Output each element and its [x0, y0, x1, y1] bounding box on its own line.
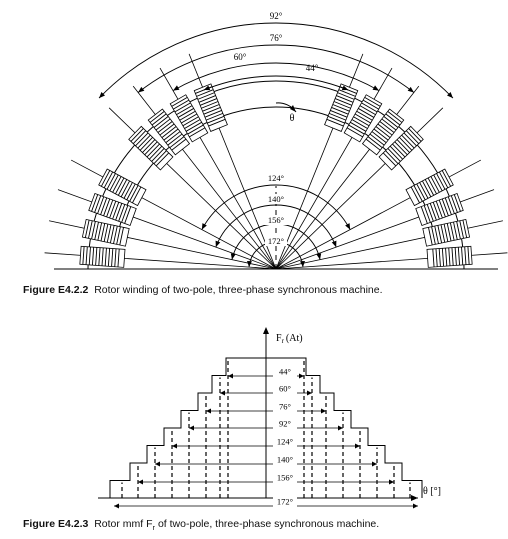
- label-92deg: 92°: [269, 11, 283, 21]
- span-label: 44°: [279, 366, 291, 377]
- span-arrowhead-left: [138, 480, 143, 485]
- span-label: 156°: [276, 472, 294, 483]
- theta-label: θ: [289, 113, 295, 124]
- y-axis-label: $F_r$ (At): [276, 333, 303, 345]
- figure-caption-2: [23, 518, 379, 532]
- caption-1-text: Rotor winding of two-pole, three-phase synchronous machine.: [94, 284, 383, 296]
- span-arrowhead: [216, 241, 221, 247]
- winding-slot: [427, 246, 472, 267]
- span-label: 76°: [279, 401, 291, 412]
- span-arrowhead: [231, 253, 236, 259]
- span-arrowhead-left: [206, 409, 211, 414]
- caption-1-label: Figure E4.2.2: [23, 284, 89, 296]
- span-label: 60°: [279, 383, 291, 394]
- y-axis-arrowhead: [263, 327, 269, 334]
- span-arrowhead-left: [155, 462, 160, 467]
- label-60deg: 60°: [233, 52, 247, 62]
- span-arrowhead-left: [228, 374, 233, 379]
- caption-2-text-b: of two-pole, three-phase synchronous machine.: [155, 518, 380, 530]
- caption-2-sub: r: [152, 523, 156, 533]
- span-arrowhead-left: [114, 504, 119, 509]
- conductor-ray: [276, 68, 392, 269]
- span-arrowhead: [138, 87, 144, 93]
- span-arrowhead: [345, 223, 350, 229]
- span-arrowhead-right: [307, 391, 312, 396]
- label-140deg: 140°: [267, 194, 285, 204]
- span-arrowhead-right: [372, 462, 377, 467]
- label-172deg: 172°: [267, 236, 285, 246]
- figure-caption-1: [23, 284, 383, 296]
- span-arrowhead-right: [389, 480, 394, 485]
- span-label: 92°: [279, 418, 291, 429]
- span-arrowhead-right: [413, 504, 418, 509]
- conductor-ray: [45, 253, 276, 269]
- span-arrowhead-right: [321, 409, 326, 414]
- span-arrowhead-right: [299, 374, 304, 379]
- span-label: 124°: [276, 436, 294, 447]
- span-arrowhead: [332, 241, 337, 247]
- caption-2-label: Figure E4.2.3: [23, 518, 89, 530]
- span-arrowhead-left: [220, 391, 225, 396]
- label-76deg: 76°: [269, 33, 283, 43]
- label-124deg: 124°: [267, 173, 285, 183]
- span-arc-76: [138, 45, 414, 92]
- winding-slot: [80, 246, 125, 267]
- span-arrowhead: [408, 87, 414, 93]
- span-arrowhead: [316, 253, 321, 259]
- span-arrowhead-left: [189, 426, 194, 431]
- label-44deg: 44°: [305, 63, 319, 73]
- x-axis-label: θ [°]: [423, 486, 441, 497]
- conductor-ray: [160, 68, 276, 269]
- span-label: 140°: [276, 454, 294, 465]
- x-axis-arrowhead: [411, 495, 418, 501]
- span-arrowhead-right: [355, 444, 360, 449]
- span-arrowhead-right: [338, 426, 343, 431]
- span-arrowhead: [202, 223, 207, 229]
- span-arrowhead-left: [172, 444, 177, 449]
- conductor-ray: [276, 253, 507, 269]
- caption-2-text-a: Rotor mmf F: [94, 518, 153, 530]
- label-156deg: 156°: [267, 215, 285, 225]
- span-label: 172°: [276, 496, 294, 507]
